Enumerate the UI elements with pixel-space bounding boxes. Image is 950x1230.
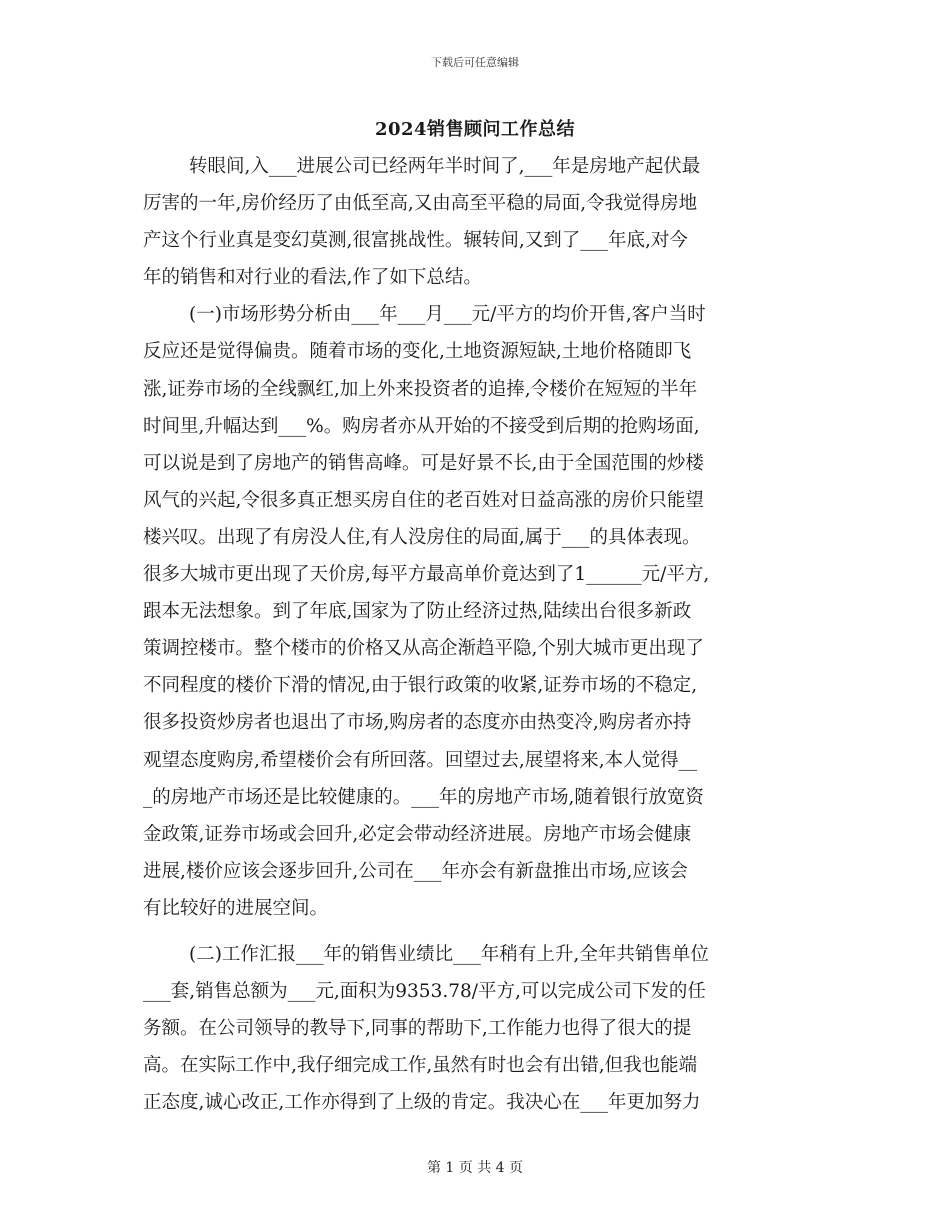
paragraph-line: 跟本无法想象。到了年底,国家为了防止经济过热,陆续出台很多新政 bbox=[143, 601, 692, 623]
paragraph-line: 反应还是觉得偏贵。随着市场的变化,土地资源短缺,土地价格随即飞 bbox=[143, 341, 692, 363]
paragraph-line: 进展,楼价应该会逐步回升,公司在___年亦会有新盘推出市场,应该会 bbox=[143, 860, 688, 882]
paragraph-line: 高。在实际工作中,我仔细完成工作,虽然有时也会有出错,但我也能端 bbox=[143, 1055, 698, 1077]
paragraph-line: 有比较好的进展空间。 bbox=[143, 897, 329, 919]
paragraph-line: 时间里,升幅达到___%。购房者亦从开始的不接受到后期的抢购场面, bbox=[143, 415, 700, 437]
paragraph-line: 涨,证券市场的全线飘红,加上外来投资者的追捧,令楼价在短短的半年 bbox=[143, 378, 698, 400]
paragraph-line: 年的销售和对行业的看法,作了如下总结。 bbox=[143, 267, 482, 289]
paragraph-line: 金政策,证券市场或会回升,必定会带动经济进展。房地产市场会健康 bbox=[143, 823, 692, 845]
page-number: 第 1 页 共 4 页 bbox=[426, 1160, 524, 1176]
paragraph-spacer bbox=[143, 927, 815, 936]
paragraph-line: 观望态度购房,希望楼价会有所回落。回望过去,展望将来,本人觉得__ bbox=[143, 749, 698, 771]
paragraph-line: 转眼间,入___进展公司已经两年半时间了,___年是房地产起伏最 bbox=[189, 156, 701, 177]
paragraph-line: ___套,销售总额为___元,面积为9353.78/平方,可以完成公司下发的任 bbox=[143, 981, 706, 1003]
paragraph-line: 不同程度的楼价下滑的情况,由于银行政策的收紧,证券市场的不稳定, bbox=[143, 675, 698, 697]
paragraph-line: 很多投资炒房者也退出了市场,购房者的态度亦由热变冷,购房者亦持 bbox=[143, 712, 692, 734]
paragraph-line: 产这个行业真是变幻莫测,很富挑战性。辗转间,又到了___年底,对今 bbox=[143, 230, 688, 252]
document-title: 2024销售顾问工作总结 bbox=[374, 119, 576, 140]
paragraph-market-analysis bbox=[143, 296, 815, 927]
paragraph-line: (二)工作汇报___年的销售业绩比___年稍有上升,全年共销售单位 bbox=[189, 943, 709, 965]
paragraph-line: 策调控楼市。整个楼市的价格又从高企渐趋平隐,个别大城市更出现了 bbox=[143, 638, 704, 660]
paragraph-work-report bbox=[143, 936, 815, 1121]
paragraph-line: 务额。在公司领导的教导下,同事的帮助下,工作能力也得了很大的提 bbox=[143, 1018, 692, 1040]
paragraph-line: 正态度,诚心改正,工作亦得到了上级的肯定。我决心在___年更加努力 bbox=[143, 1092, 701, 1114]
document-body bbox=[143, 148, 815, 1121]
paragraph-intro bbox=[143, 148, 815, 296]
paragraph-line: 很多大城市更出现了天价房,每平方最高单价竟达到了1______元/平方, bbox=[143, 564, 710, 586]
paragraph-line: 可以说是到了房地产的销售高峰。可是好景不长,由于全国范围的炒楼 bbox=[143, 452, 704, 474]
page-header-note: 下载后可任意编辑 bbox=[431, 56, 519, 69]
paragraph-line: 厉害的一年,房价经历了由低至高,又由高至平稳的局面,令我觉得房地 bbox=[143, 193, 698, 215]
paragraph-line: 风气的兴起,令很多真正想买房自住的老百姓对日益高涨的房价只能望 bbox=[143, 489, 704, 511]
paragraph-line: _的房地产市场还是比较健康的。___年的房地产市场,随着银行放宽资 bbox=[143, 786, 704, 808]
paragraph-line: 楼兴叹。出现了有房没人住,有人没房住的局面,属于___的具体表现。 bbox=[143, 526, 701, 548]
paragraph-line: (一)市场形势分析由___年___月___元/平方的均价开售,客户当时 bbox=[189, 304, 706, 326]
